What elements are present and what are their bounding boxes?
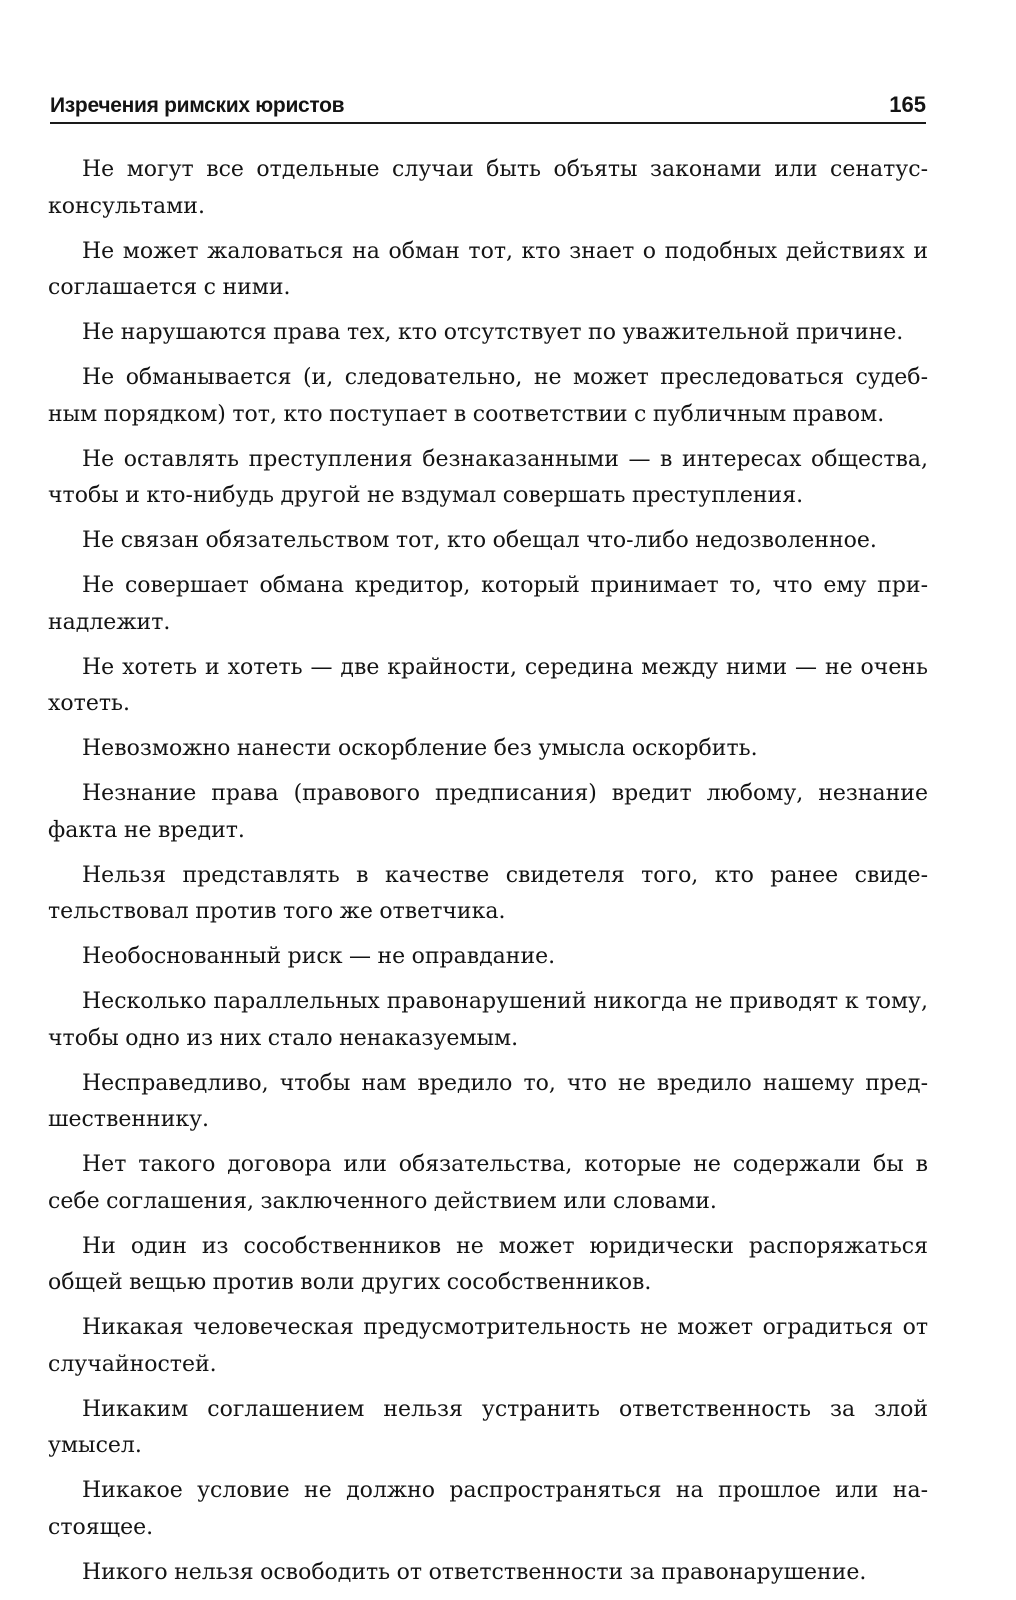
maxim-paragraph: Нет такого договора или обязательства, которые не содержали бы в себе соглашения, заключенного действием или словами.: [48, 1152, 928, 1214]
maxim-paragraph: Не нарушаются права тех, кто отсутствует по уважительной причине.: [82, 320, 904, 345]
maxim-paragraph: Не совершает обмана кредитор, который принимает то, что ему принадлежит.: [48, 573, 928, 635]
maxim-paragraph: Не связан обязательством тот, кто обещал что-либо недозволенное.: [82, 528, 877, 553]
page-number: 165: [889, 92, 926, 117]
maxim-paragraph: Никаким соглашением нельзя устранить ответственность за злой умысел.: [48, 1396, 928, 1458]
maxim-paragraph: Никакая человеческая предусмотрительность не может оградиться от случайностей.: [48, 1315, 928, 1377]
maxim-paragraph: Никого нельзя освободить от ответственности за правонарушение.: [82, 1559, 867, 1585]
running-title: Изречения римских юристов: [50, 94, 345, 117]
maxim-paragraph: Не хотеть и хотеть — две крайности, середина между ними — не очень хотеть.: [48, 654, 928, 716]
maxim-paragraph: Не оставлять преступления безнаказанными — в интересах общества, чтобы и кто-нибудь другой не вздумал совершать преступления.: [48, 446, 928, 508]
maxim-paragraph: Ни один из сособственников не может юридически распоряжаться общей вещью против воли других сособственников.: [48, 1233, 928, 1295]
maxim-paragraph: Несколько параллельных правонарушений никогда не приводят к тому, чтобы одно из них стало ненаказуемым.: [48, 989, 928, 1051]
maxim-paragraph: Нельзя представлять в качестве свидетеля того, кто ранее свидетельствовал против того же ответчика.: [48, 862, 928, 924]
maxim-paragraph: Не обманывается (и, следовательно, не может преследоваться судебным порядком) тот, кто поступает в соответствии с публичным правом.: [48, 365, 928, 427]
maxim-paragraph: Незнание права (правового предписания) вредит любому, незнание факта не вредит.: [48, 781, 928, 843]
maxim-paragraph: Несправедливо, чтобы нам вредило то, что не вредило нашему предшественнику.: [48, 1070, 928, 1132]
maxim-paragraph: Не может жаловаться на обман тот, кто знает о подобных действиях и соглашается с ними.: [48, 238, 928, 300]
maxims-list: [48, 152, 928, 1600]
maxim-paragraph: Необоснованный риск — не оправдание.: [82, 944, 556, 969]
maxim-paragraph: Не могут все отдельные случаи быть объяты законами или сенатусконсультами.: [48, 157, 928, 219]
maxim-paragraph: Никакое условие не должно распространяться на прошлое или настоящее.: [48, 1478, 928, 1540]
running-header: [50, 88, 926, 124]
maxim-paragraph: Невозможно нанести оскорбление без умысла оскорбить.: [82, 736, 758, 761]
